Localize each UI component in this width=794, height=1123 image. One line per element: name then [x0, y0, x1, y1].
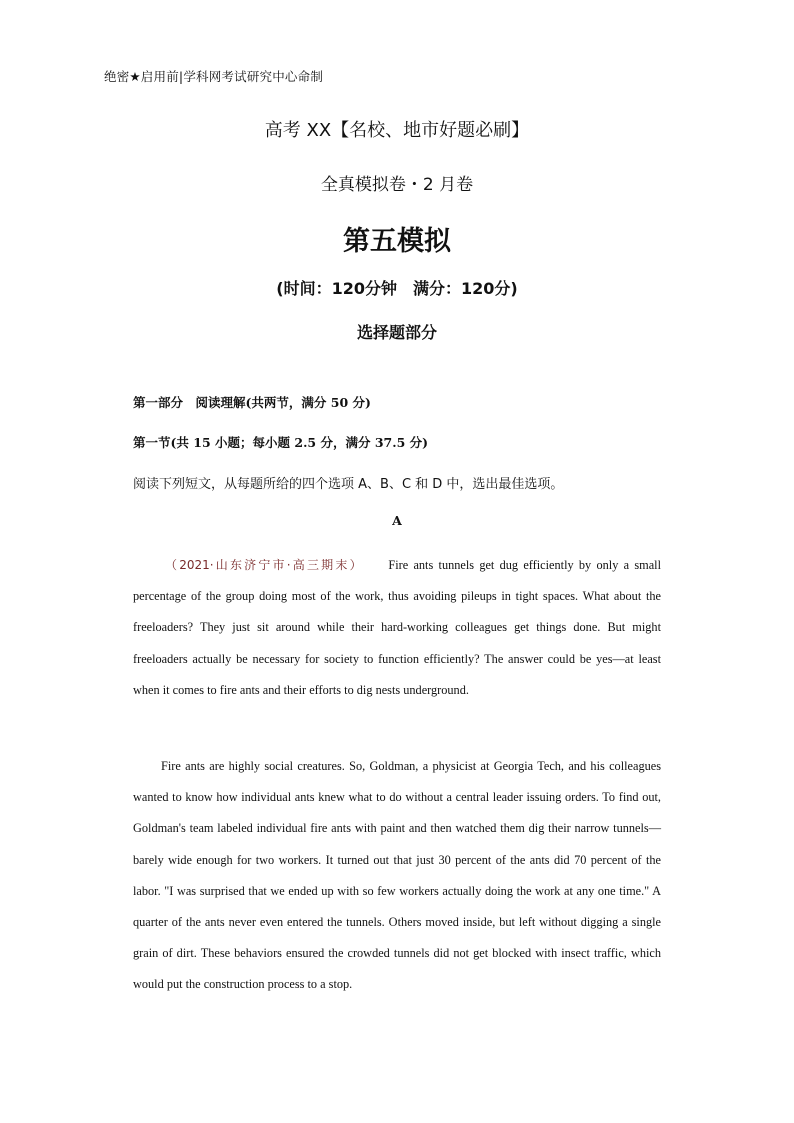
- section-one-heading: 第一节(共 15 小题；每小题 2.5 分，满分 37.5 分): [133, 435, 429, 450]
- passage-paragraph-2: Fire ants are highly social creatures. So, Goldman, a physicist at Georgia Tech, and his colleagues wanted to know how individual ants knew what to do without a central leader issuing orders. To find out, Goldman's team labeled individual fire ants with paint and then watched them dig their narrow tunnels—barely wide enough for two workers. It turned out that just 30 percent of the ants did 70 percent of the labor. "I was surprised that we ended up with so few workers actually doing the work at any one time." A quarter of the ants never even entered the tunnels. Others moved inside, but left without digging a single grain of dirt. These behaviors ensured the crowded tunnels did not get blocked with insect traffic, which would put the construction process to a stop.: [133, 759, 661, 992]
- exam-title: 高考 XX【名校、地市好题必刷】: [264, 120, 530, 141]
- passage-source: （2021·山东济宁市·高三期末）: [165, 558, 364, 572]
- exam-subtitle: 全真模拟卷・2 月卷: [320, 175, 474, 195]
- passage-letter: A: [392, 513, 402, 528]
- header-note: 绝密★启用前|学科网考试研究中心命制: [104, 69, 324, 84]
- paragraph-1-text: Fire ants tunnels get dug efficiently by only a small percentage of the group doing most of the work, thus avoiding pileups in tight spaces. What about the freeloaders? They just sit around while their hard-working colleagues get things done. But might freeloaders actually be necessary for society to function efficiently? The answer could be yes—at least when it comes to fire ants and their efforts to dig nests underground.: [133, 558, 661, 697]
- part-one-heading: 第一部分 阅读理解(共两节，满分 50 分): [133, 395, 371, 410]
- instructions: 阅读下列短文，从每题所给的四个选项 A、B、C 和 D 中，选出最佳选项。: [133, 477, 564, 492]
- mock-number-title: 第五模拟: [343, 226, 451, 257]
- section-heading: 选择题部分: [356, 323, 437, 342]
- passage-paragraph-1: [133, 550, 661, 706]
- time-and-score: (时间：120分钟 满分：120分): [276, 279, 518, 298]
